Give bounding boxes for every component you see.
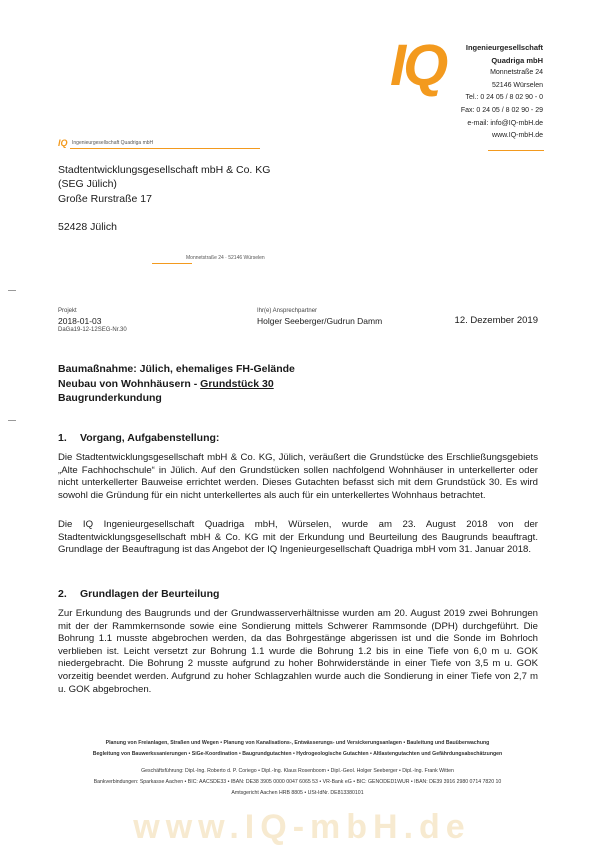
mid-address: Monnetstraße 24 · 52146 Würselen <box>186 255 265 261</box>
company-city: 52146 Würselen <box>492 81 543 89</box>
company-fax: Fax: 0 24 05 / 8 02 90 - 29 <box>460 106 543 114</box>
project-value: 2018-01-03 <box>58 316 102 326</box>
section-2-title: Grundlagen der Beurteilung <box>80 588 220 600</box>
company-email[interactable]: e-mail: info@IQ-mbH.de <box>467 119 543 127</box>
mid-accent-line <box>152 263 192 264</box>
section-2-heading <box>58 588 219 600</box>
fold-mark <box>8 290 16 291</box>
section-1-title: Vorgang, Aufgabenstellung: <box>80 432 220 444</box>
header-accent-line <box>488 150 544 151</box>
subject-plot: Grundstück 30 <box>200 377 274 390</box>
subject-line-1: Baumaßnahme: Jülich, ehemaliges FH-Gelände <box>58 363 295 375</box>
recipient-address <box>58 163 270 234</box>
section-2-paragraph-1: Zur Erkundung des Baugrunds und der Grundwasserverhältnisse wurden am 20. August 2019 zwei Bohrungen mit der der Rammkernsonde sowie eine Sondierung mittels Schwerer Rammsonde (DPH) durchgeführt. Die Bohrung 1.1 musste abgebrochen werden, da das Bohrgestänge abgerissen ist und die Sonde im Bohrloch verblieben ist. Leicht versetzt zur Bohrung 1.1 wurde die Bohrung 1.2 bis in eine Tiefe von 6,0 m u. GOK niedergebracht. Die Bohrung 2 musste aufgrund zu hoher Bohrwiderstände in einer Tiefe von 3,5 m u. GOK vorzeitig beendet werden. Aufgrund zu hoher Schlagzahlen wurde auch die Sondierung in einer Tiefe von 2,7 m u. GOK abgebrochen. <box>58 608 538 695</box>
company-tel: Tel.: 0 24 05 / 8 02 90 - 0 <box>465 94 543 102</box>
section-2-number: 2. <box>58 588 67 600</box>
recipient-line-2: (SEG Jülich) <box>58 178 117 191</box>
company-contact-block <box>461 42 543 143</box>
footer-bank: Bankverbindungen: Sparkasse Aachen • BIC: AACSDE33 • IBAN: DE38 3905 0000 0047 6065 53 • VR-Bank eG • BIC: GENODED1WUR • IBAN: DE39 3916 2980 0714 7820 10 <box>93 779 502 785</box>
sender-text: Ingenieurgesellschaft Quadriga mbH <box>72 140 154 146</box>
recipient-line-4: 52428 Jülich <box>58 220 117 233</box>
footer-services-1: Planung von Freianlagen, Straßen und Wegen • Planung von Kanalisations-, Entwässerungs- und Versickerungsanlagen • Bauleitung und Bauüberwachung <box>105 740 490 746</box>
company-name: Ingenieurgesellschaft <box>465 43 543 52</box>
subject-line-3: Baugrunderkundung <box>58 392 162 404</box>
section-1-heading <box>58 432 219 444</box>
contact-value: Holger Seeberger/Gudrun Damm <box>257 316 383 326</box>
section-1-number: 1. <box>58 432 67 444</box>
mini-logo: IQ <box>58 138 68 148</box>
footer-register: Amtsgericht Aachen HRB 8805 • USt-IdNr. DE813380101 <box>231 790 364 796</box>
company-logo: IQ <box>390 33 446 98</box>
footer-management: Geschäftsführung: Dipl.-Ing. Roberto d. P. Coriego • Dipl.-Ing. Klaus Rosenboom • Dipl.-Geol. Holger Seeberger • Dipl.-Ing. Frank Witten <box>141 768 454 774</box>
section-1-paragraph-2: Die IQ Ingenieurgesellschaft Quadriga mbH, Würselen, wurde am 23. August 2018 von der Stadtentwicklungsgesellschaft mbH & Co. KG mit der Erkundung und Beurteilung des Baugrunds beauftragt. Grundlage der Beauftragung ist das Angebot der IQ Ingenieurgesellschaft Quadriga mbH vom 31. Januar 2018. <box>58 519 538 556</box>
fold-mark <box>8 420 16 421</box>
letter-date: 12. Dezember 2019 <box>454 315 538 326</box>
project-label: Projekt <box>58 308 77 314</box>
contact-reference <box>257 307 382 326</box>
recipient-line-1: Stadtentwicklungsgesellschaft mbH & Co. KG <box>58 164 271 176</box>
contact-label: Ihr(e) Ansprechpartner <box>257 308 318 314</box>
subject-line-2-prefix: Neubau von Wohnhäusern - <box>58 377 201 390</box>
section-1-paragraph-1: Die Stadtentwicklungsgesellschaft mbH & Co. KG, Jülich, veräußert die Grundstücke des Erschließungsgebiets „Alte Fachhochschule“ in Jülich. Auf den Grundstücken sollen nachfolgend Wohnhäuser in unterkellerter oder nicht unterkellerter Bauweise errichtet werden. Dieses Gutachten befasst sich mit dem Grundstück 30. Es wird sowohl die Gründung für ein nicht unterkellertes als auch für ein unterkellertes Wohnhaus betrachtet. <box>58 452 538 501</box>
company-website[interactable]: www.IQ-mbH.de <box>492 132 543 140</box>
footer-services-2: Begleitung von Bauwerkssanierungen • SiGe-Koordination • Baugrundgutachten • Hydrogeologische Gutachten • Altlastengutachten und Gefährdungsabschätzungen <box>92 751 503 757</box>
company-street: Monnetstraße 24 <box>490 69 543 77</box>
sender-underline <box>70 148 260 149</box>
subject-line-2 <box>58 377 295 392</box>
project-code: DaGa19-12-12SEG-Nr.30 <box>58 327 127 333</box>
recipient-line-3: Große Rurstraße 17 <box>58 192 152 205</box>
company-name-2: Quadriga mbH <box>491 55 543 65</box>
footer-watermark: www.IQ-mbH.de <box>133 808 471 846</box>
subject-block <box>58 362 295 406</box>
project-reference <box>58 307 127 335</box>
